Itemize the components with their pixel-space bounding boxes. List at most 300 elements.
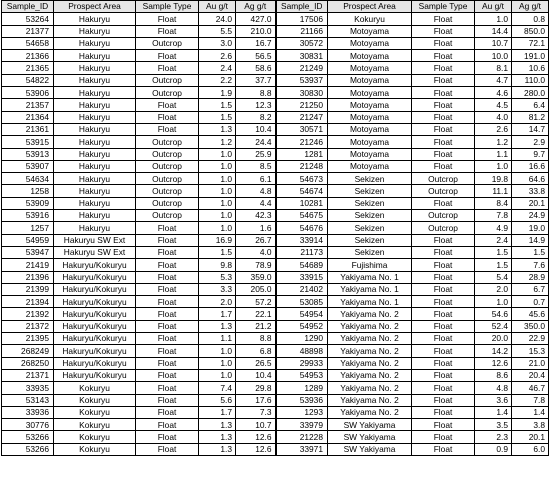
prospect-area-cell: SW Yakiyama [328, 419, 412, 431]
sample-id-cell: 21364 [2, 111, 54, 123]
sample-type-cell: Float [412, 25, 475, 37]
sample-type-cell: Float [412, 160, 475, 172]
prospect-area-cell: Sekizen [328, 246, 412, 258]
ag-cell: 10.6 [512, 62, 549, 74]
au-cell: 2.4 [199, 62, 236, 74]
au-cell: 4.6 [475, 87, 512, 99]
sample-id-cell: 21365 [2, 62, 54, 74]
au-cell: 1.0 [199, 173, 236, 185]
ag-cell: 10.7 [236, 419, 276, 431]
ag-cell: 22.1 [236, 308, 276, 320]
prospect-area-cell: Hakuryu [54, 173, 136, 185]
au-cell: 2.4 [475, 234, 512, 246]
sample-id-cell: 33935 [2, 382, 54, 394]
table-row [2, 246, 549, 258]
prospect-area-cell: Kokuryu [54, 406, 136, 418]
sample-id-cell: 53143 [2, 394, 54, 406]
sample-type-cell: Float [136, 419, 199, 431]
ag-cell: 8.2 [236, 111, 276, 123]
ag-cell: 2.9 [512, 136, 549, 148]
au-cell: 1.3 [199, 123, 236, 135]
ag-cell: 1.4 [512, 406, 549, 418]
au-cell: 1.1 [199, 333, 236, 345]
ag-cell: 37.7 [236, 74, 276, 86]
sample-id-cell: 54675 [276, 210, 328, 222]
ag-cell: 24.4 [236, 136, 276, 148]
prospect-area-cell: Motoyama [328, 37, 412, 49]
sample-id-cell: 268249 [2, 345, 54, 357]
sample-type-cell: Float [136, 234, 199, 246]
prospect-area-cell: Kokuryu [54, 394, 136, 406]
sample-id-cell: 53947 [2, 246, 54, 258]
sample-id-cell: 33936 [2, 406, 54, 418]
ag-cell: 359.0 [236, 271, 276, 283]
table-row [2, 443, 549, 455]
au-cell: 3.6 [475, 394, 512, 406]
sample-assay-table [1, 0, 549, 456]
ag-cell: 210.0 [236, 25, 276, 37]
au-cell: 1.0 [199, 185, 236, 197]
ag-cell: 72.1 [512, 37, 549, 49]
sample-id-cell: 33971 [276, 443, 328, 455]
prospect-area-cell: Motoyama [328, 25, 412, 37]
ag-cell: 19.0 [512, 222, 549, 234]
au-cell: 2.6 [199, 50, 236, 62]
au-cell: 7.4 [199, 382, 236, 394]
sample-type-cell: Float [136, 333, 199, 345]
header-sample-type: Sample Type [412, 1, 475, 13]
table-row [2, 333, 549, 345]
sample-type-cell: Float [136, 50, 199, 62]
sample-type-cell: Float [412, 50, 475, 62]
ag-cell: 8.8 [236, 87, 276, 99]
prospect-area-cell: Yakiyama No. 2 [328, 320, 412, 332]
sample-id-cell: 30572 [276, 37, 328, 49]
au-cell: 1.0 [199, 345, 236, 357]
ag-cell: 21.2 [236, 320, 276, 332]
ag-cell: 33.8 [512, 185, 549, 197]
ag-cell: 0.7 [512, 296, 549, 308]
prospect-area-cell: Fujishima [328, 259, 412, 271]
table-row [2, 283, 549, 295]
au-cell: 20.0 [475, 333, 512, 345]
au-cell: 7.8 [475, 210, 512, 222]
au-cell: 1.3 [199, 419, 236, 431]
ag-cell: 16.7 [236, 37, 276, 49]
au-cell: 1.0 [475, 296, 512, 308]
table-row [2, 50, 549, 62]
header-ag: Ag g/t [236, 1, 276, 13]
au-cell: 12.6 [475, 357, 512, 369]
ag-cell: 12.3 [236, 99, 276, 111]
sample-id-cell: 53909 [2, 197, 54, 209]
sample-type-cell: Float [412, 406, 475, 418]
table-row [2, 296, 549, 308]
sample-id-cell: 54953 [276, 369, 328, 381]
header-prospect-area: Prospect Area [328, 1, 412, 13]
sample-id-cell: 1290 [276, 333, 328, 345]
sample-type-cell: Float [136, 431, 199, 443]
sample-id-cell: 48898 [276, 345, 328, 357]
sample-type-cell: Outcrop [412, 173, 475, 185]
table-row [2, 259, 549, 271]
sample-type-cell: Float [136, 320, 199, 332]
prospect-area-cell: Motoyama [328, 87, 412, 99]
ag-cell: 6.7 [512, 283, 549, 295]
prospect-area-cell: Hakuryu [54, 123, 136, 135]
ag-cell: 26.7 [236, 234, 276, 246]
sample-type-cell: Outcrop [136, 74, 199, 86]
sample-type-cell: Float [412, 99, 475, 111]
table-row [2, 431, 549, 443]
ag-cell: 4.8 [236, 185, 276, 197]
au-cell: 1.5 [199, 99, 236, 111]
header-row [2, 1, 549, 13]
sample-type-cell: Float [412, 431, 475, 443]
sample-id-cell: 21396 [2, 271, 54, 283]
au-cell: 2.0 [475, 283, 512, 295]
sample-type-cell: Float [136, 271, 199, 283]
au-cell: 1.3 [199, 431, 236, 443]
prospect-area-cell: Kokuryu [54, 382, 136, 394]
prospect-area-cell: Hakuryu [54, 13, 136, 25]
prospect-area-cell: Hakuryu/Kokuryu [54, 333, 136, 345]
ag-cell: 14.7 [512, 123, 549, 135]
sample-type-cell: Float [136, 357, 199, 369]
sample-type-cell: Float [412, 394, 475, 406]
ag-cell: 8.5 [236, 160, 276, 172]
sample-id-cell: 54634 [2, 173, 54, 185]
au-cell: 1.5 [475, 259, 512, 271]
ag-cell: 6.0 [512, 443, 549, 455]
sample-id-cell: 21372 [2, 320, 54, 332]
sample-type-cell: Outcrop [136, 136, 199, 148]
prospect-area-cell: Sekizen [328, 222, 412, 234]
sample-type-cell: Float [136, 382, 199, 394]
ag-cell: 0.8 [512, 13, 549, 25]
sample-type-cell: Outcrop [136, 197, 199, 209]
sample-id-cell: 21419 [2, 259, 54, 271]
sample-id-cell: 21377 [2, 25, 54, 37]
ag-cell: 7.6 [512, 259, 549, 271]
sample-type-cell: Float [136, 283, 199, 295]
sample-id-cell: 53906 [2, 87, 54, 99]
sample-id-cell: 21392 [2, 308, 54, 320]
table-row [2, 160, 549, 172]
sample-type-cell: Float [412, 62, 475, 74]
ag-cell: 22.9 [512, 333, 549, 345]
prospect-area-cell: Hakuryu [54, 197, 136, 209]
prospect-area-cell: Hakuryu/Kokuryu [54, 345, 136, 357]
table-row [2, 271, 549, 283]
au-cell: 1.0 [199, 160, 236, 172]
prospect-area-cell: Hakuryu SW Ext [54, 234, 136, 246]
au-cell: 1.5 [475, 246, 512, 258]
au-cell: 2.6 [475, 123, 512, 135]
prospect-area-cell: SW Yakiyama [328, 431, 412, 443]
sample-id-cell: 53916 [2, 210, 54, 222]
au-cell: 5.4 [475, 271, 512, 283]
ag-cell: 20.1 [512, 197, 549, 209]
sample-id-cell: 21395 [2, 333, 54, 345]
ag-cell: 56.5 [236, 50, 276, 62]
au-cell: 24.0 [199, 13, 236, 25]
sample-id-cell: 54674 [276, 185, 328, 197]
ag-cell: 12.6 [236, 431, 276, 443]
sample-id-cell: 53266 [2, 431, 54, 443]
sample-id-cell: 30830 [276, 87, 328, 99]
ag-cell: 8.8 [236, 333, 276, 345]
au-cell: 1.2 [199, 136, 236, 148]
prospect-area-cell: Sekizen [328, 234, 412, 246]
sample-id-cell: 53907 [2, 160, 54, 172]
sample-id-cell: 53937 [276, 74, 328, 86]
sample-id-cell: 21248 [276, 160, 328, 172]
au-cell: 1.7 [199, 406, 236, 418]
ag-cell: 26.5 [236, 357, 276, 369]
prospect-area-cell: Sekizen [328, 173, 412, 185]
prospect-area-cell: Hakuryu/Kokuryu [54, 369, 136, 381]
sample-id-cell: 1258 [2, 185, 54, 197]
sample-type-cell: Outcrop [412, 222, 475, 234]
ag-cell: 6.8 [236, 345, 276, 357]
table-row [2, 357, 549, 369]
au-cell: 5.3 [199, 271, 236, 283]
sample-type-cell: Float [136, 443, 199, 455]
table-row [2, 136, 549, 148]
ag-cell: 29.8 [236, 382, 276, 394]
sample-id-cell: 1293 [276, 406, 328, 418]
sample-id-cell: 30571 [276, 123, 328, 135]
au-cell: 1.1 [475, 148, 512, 160]
ag-cell: 9.7 [512, 148, 549, 160]
prospect-area-cell: Hakuryu [54, 74, 136, 86]
sample-id-cell: 53915 [2, 136, 54, 148]
ag-cell: 64.6 [512, 173, 549, 185]
au-cell: 1.3 [199, 443, 236, 455]
sample-type-cell: Float [136, 308, 199, 320]
prospect-area-cell: Yakiyama No. 2 [328, 333, 412, 345]
au-cell: 3.0 [199, 37, 236, 49]
table-row [2, 37, 549, 49]
prospect-area-cell: Hakuryu [54, 210, 136, 222]
prospect-area-cell: Kokuryu [328, 13, 412, 25]
au-cell: 9.8 [199, 259, 236, 271]
au-cell: 1.5 [199, 246, 236, 258]
header-au: Au g/t [199, 1, 236, 13]
sample-type-cell: Float [136, 296, 199, 308]
au-cell: 4.5 [475, 99, 512, 111]
sample-id-cell: 10281 [276, 197, 328, 209]
au-cell: 11.1 [475, 185, 512, 197]
prospect-area-cell: Kokuryu [54, 419, 136, 431]
table-row [2, 419, 549, 431]
au-cell: 2.3 [475, 431, 512, 443]
prospect-area-cell: Motoyama [328, 111, 412, 123]
sample-id-cell: 268250 [2, 357, 54, 369]
prospect-area-cell: Hakuryu [54, 25, 136, 37]
sample-id-cell: 17506 [276, 13, 328, 25]
ag-cell: 6.4 [512, 99, 549, 111]
ag-cell: 1.5 [512, 246, 549, 258]
ag-cell: 7.3 [236, 406, 276, 418]
sample-type-cell: Outcrop [136, 210, 199, 222]
au-cell: 14.2 [475, 345, 512, 357]
prospect-area-cell: SW Yakiyama [328, 443, 412, 455]
prospect-area-cell: Hakuryu/Kokuryu [54, 320, 136, 332]
ag-cell: 4.0 [236, 246, 276, 258]
sample-type-cell: Float [412, 345, 475, 357]
prospect-area-cell: Motoyama [328, 160, 412, 172]
sample-type-cell: Float [412, 333, 475, 345]
sample-id-cell: 54822 [2, 74, 54, 86]
table-row [2, 210, 549, 222]
sample-type-cell: Outcrop [412, 210, 475, 222]
prospect-area-cell: Hakuryu/Kokuryu [54, 296, 136, 308]
table-row [2, 308, 549, 320]
sample-type-cell: Float [136, 259, 199, 271]
au-cell: 1.7 [199, 308, 236, 320]
sample-type-cell: Float [412, 87, 475, 99]
ag-cell: 20.1 [512, 431, 549, 443]
prospect-area-cell: Hakuryu/Kokuryu [54, 259, 136, 271]
sample-type-cell: Outcrop [136, 160, 199, 172]
sample-id-cell: 54952 [276, 320, 328, 332]
header-ag: Ag g/t [512, 1, 549, 13]
au-cell: 1.0 [199, 148, 236, 160]
prospect-area-cell: Hakuryu [54, 87, 136, 99]
au-cell: 4.0 [475, 111, 512, 123]
sample-id-cell: 53936 [276, 394, 328, 406]
prospect-area-cell: Hakuryu [54, 148, 136, 160]
au-cell: 8.4 [475, 197, 512, 209]
prospect-area-cell: Hakuryu [54, 50, 136, 62]
sample-type-cell: Float [136, 99, 199, 111]
ag-cell: 15.3 [512, 345, 549, 357]
au-cell: 1.0 [199, 210, 236, 222]
sample-type-cell: Float [412, 443, 475, 455]
ag-cell: 110.0 [512, 74, 549, 86]
ag-cell: 46.7 [512, 382, 549, 394]
au-cell: 1.0 [199, 369, 236, 381]
sample-type-cell: Float [412, 259, 475, 271]
prospect-area-cell: Hakuryu [54, 37, 136, 49]
au-cell: 5.5 [199, 25, 236, 37]
sample-id-cell: 33979 [276, 419, 328, 431]
prospect-area-cell: Yakiyama No. 2 [328, 357, 412, 369]
sample-type-cell: Float [412, 283, 475, 295]
sample-id-cell: 54673 [276, 173, 328, 185]
ag-cell: 850.0 [512, 25, 549, 37]
sample-type-cell: Float [136, 345, 199, 357]
sample-type-cell: Float [412, 382, 475, 394]
sample-type-cell: Float [136, 111, 199, 123]
sample-type-cell: Float [412, 74, 475, 86]
sample-type-cell: Float [412, 320, 475, 332]
sample-id-cell: 54689 [276, 259, 328, 271]
prospect-area-cell: Yakiyama No. 2 [328, 308, 412, 320]
prospect-area-cell: Yakiyama No. 2 [328, 382, 412, 394]
au-cell: 3.5 [475, 419, 512, 431]
au-cell: 2.2 [199, 74, 236, 86]
sample-type-cell: Float [136, 406, 199, 418]
prospect-area-cell: Motoyama [328, 123, 412, 135]
ag-cell: 24.9 [512, 210, 549, 222]
sample-id-cell: 33915 [276, 271, 328, 283]
ag-cell: 25.9 [236, 148, 276, 160]
sample-id-cell: 54676 [276, 222, 328, 234]
table-row [2, 74, 549, 86]
sample-type-cell: Float [412, 197, 475, 209]
ag-cell: 42.3 [236, 210, 276, 222]
sample-id-cell: 21246 [276, 136, 328, 148]
au-cell: 5.6 [199, 394, 236, 406]
sample-type-cell: Outcrop [136, 37, 199, 49]
sample-id-cell: 29933 [276, 357, 328, 369]
sample-id-cell: 21166 [276, 25, 328, 37]
sample-type-cell: Float [412, 123, 475, 135]
sample-type-cell: Outcrop [136, 185, 199, 197]
au-cell: 1.4 [475, 406, 512, 418]
sample-type-cell: Float [136, 25, 199, 37]
ag-cell: 78.9 [236, 259, 276, 271]
prospect-area-cell: Hakuryu [54, 185, 136, 197]
ag-cell: 17.6 [236, 394, 276, 406]
sample-type-cell: Float [412, 419, 475, 431]
au-cell: 10.7 [475, 37, 512, 49]
table-row [2, 148, 549, 160]
sample-id-cell: 21394 [2, 296, 54, 308]
ag-cell: 350.0 [512, 320, 549, 332]
prospect-area-cell: Yakiyama No. 2 [328, 406, 412, 418]
sample-type-cell: Float [412, 234, 475, 246]
ag-cell: 10.4 [236, 123, 276, 135]
table-row [2, 197, 549, 209]
ag-cell: 280.0 [512, 87, 549, 99]
prospect-area-cell: Motoyama [328, 136, 412, 148]
ag-cell: 7.8 [512, 394, 549, 406]
au-cell: 3.3 [199, 283, 236, 295]
sample-type-cell: Float [412, 37, 475, 49]
sample-type-cell: Float [412, 308, 475, 320]
ag-cell: 3.8 [512, 419, 549, 431]
sample-id-cell: 21361 [2, 123, 54, 135]
header-sample-type: Sample Type [136, 1, 199, 13]
prospect-area-cell: Motoyama [328, 74, 412, 86]
sample-type-cell: Float [136, 246, 199, 258]
table-row [2, 111, 549, 123]
prospect-area-cell: Hakuryu [54, 160, 136, 172]
ag-cell: 57.2 [236, 296, 276, 308]
table-row [2, 173, 549, 185]
au-cell: 16.9 [199, 234, 236, 246]
sample-id-cell: 53085 [276, 296, 328, 308]
sample-id-cell: 1281 [276, 148, 328, 160]
sample-type-cell: Float [136, 394, 199, 406]
sample-type-cell: Float [136, 222, 199, 234]
table-row [2, 99, 549, 111]
sample-id-cell: 53264 [2, 13, 54, 25]
ag-cell: 1.6 [236, 222, 276, 234]
table-row [2, 394, 549, 406]
au-cell: 1.2 [475, 136, 512, 148]
sample-type-cell: Outcrop [136, 87, 199, 99]
sample-type-cell: Float [412, 148, 475, 160]
prospect-area-cell: Yakiyama No. 1 [328, 283, 412, 295]
au-cell: 1.0 [199, 357, 236, 369]
sample-id-cell: 21402 [276, 283, 328, 295]
sample-type-cell: Float [136, 369, 199, 381]
